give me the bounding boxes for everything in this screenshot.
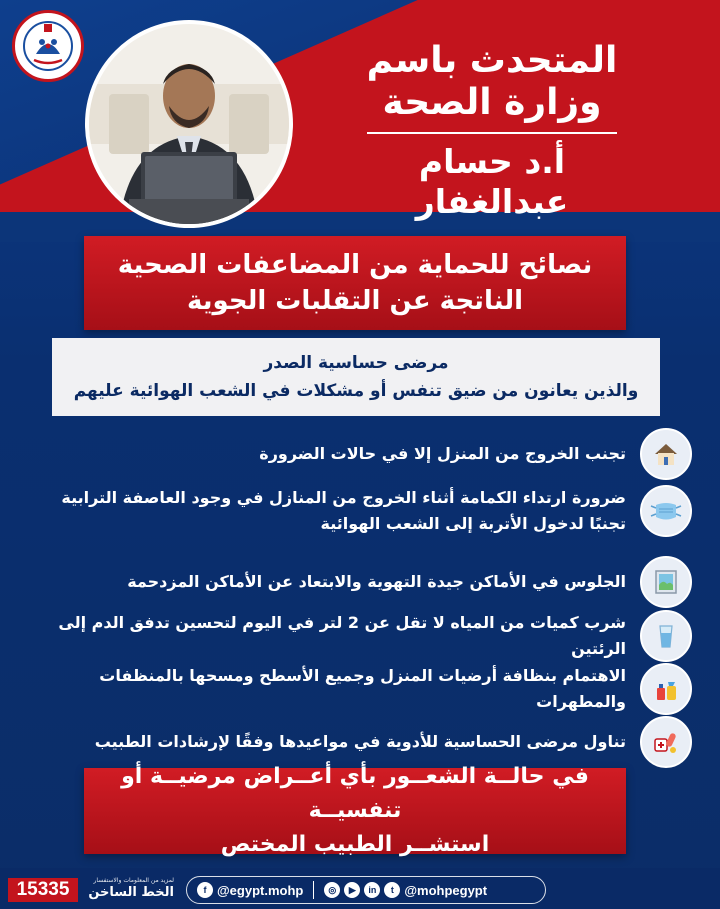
hotline-label: الخط الساخن <box>88 885 174 900</box>
tip-text: شرب كميات من المياه لا تقل عن 2 لتر في اليوم لتحسين تدفق الدم إلى الرئتين <box>58 613 626 658</box>
advice-line2: استشــر الطبيب المختص <box>220 832 490 857</box>
header-title-line2: وزارة الصحة <box>382 82 602 123</box>
audience-box <box>52 338 660 416</box>
spokesperson-photo <box>85 20 293 228</box>
hotline-caption <box>84 876 174 901</box>
title-divider <box>367 132 617 134</box>
tip-item <box>20 556 692 608</box>
topic-line2: الناتجة عن التقلبات الجوية <box>187 286 523 316</box>
advice-banner <box>84 764 626 857</box>
tip-item <box>20 428 692 480</box>
tip-text: ضرورة ارتداء الكمامة أثناء الخروج من المنازل في وجود العاصفة الترابية تجنبًا لدخول الأتربة إلى الشعب الهوائية <box>61 488 626 533</box>
facebook-handle[interactable]: @egypt.mohp <box>217 882 304 898</box>
water-glass-icon <box>640 610 692 662</box>
advice-line1: في حالــة الشعــور بأي أعــراض مرضيــة أو تنفسيــة <box>121 764 589 823</box>
tip-item <box>20 610 692 662</box>
tip-text: الاهتمام بنظافة أرضيات المنزل وجميع الأسطح ومسحها بالمنظفات والمطهرات <box>99 666 626 711</box>
topic-line1: نصائح للحماية من المضاعفات الصحية <box>117 250 593 280</box>
house-icon <box>640 428 692 480</box>
social-links <box>186 876 546 904</box>
cleaning-supplies-icon <box>640 663 692 715</box>
window-icon <box>640 556 692 608</box>
header-title-line1: المتحدث باسم <box>366 40 618 81</box>
header-title-block <box>342 40 642 222</box>
twitter-icon[interactable]: t <box>384 882 400 898</box>
hotline-small-text: لمزيد من المعلومات والاستفسار <box>93 877 174 884</box>
social-handle[interactable]: @mohpegypt <box>404 882 488 898</box>
social-divider <box>313 881 314 899</box>
hotline-number[interactable]: 15335 <box>8 878 78 902</box>
tip-item <box>20 485 692 537</box>
audience-line1: مرضى حساسية الصدر <box>263 353 449 373</box>
spokesperson-name: أ.د حسام عبدالغفار <box>415 142 569 221</box>
linkedin-icon[interactable]: in <box>364 882 380 898</box>
ministry-logo-icon <box>12 10 84 82</box>
tip-text: تناول مرضى الحساسية للأدوية في مواعيدها وفقًا لإرشادات الطبيب <box>94 732 626 751</box>
tip-text: الجلوس في الأماكن جيدة التهوية والابتعاد عن الأماكن المزدحمة <box>127 572 626 591</box>
face-mask-icon <box>640 485 692 537</box>
facebook-icon[interactable]: f <box>197 882 213 898</box>
topic-banner <box>84 236 626 330</box>
tip-item <box>20 663 692 715</box>
medicine-icon <box>640 716 692 768</box>
youtube-icon[interactable]: ▶ <box>344 882 360 898</box>
instagram-icon[interactable]: ◎ <box>324 882 340 898</box>
audience-line2: والذين يعانون من ضيق تنفس أو مشكلات في الشعب الهوائية عليهم <box>73 381 639 401</box>
tip-text: تجنب الخروج من المنزل إلا في حالات الضرورة <box>259 444 626 463</box>
